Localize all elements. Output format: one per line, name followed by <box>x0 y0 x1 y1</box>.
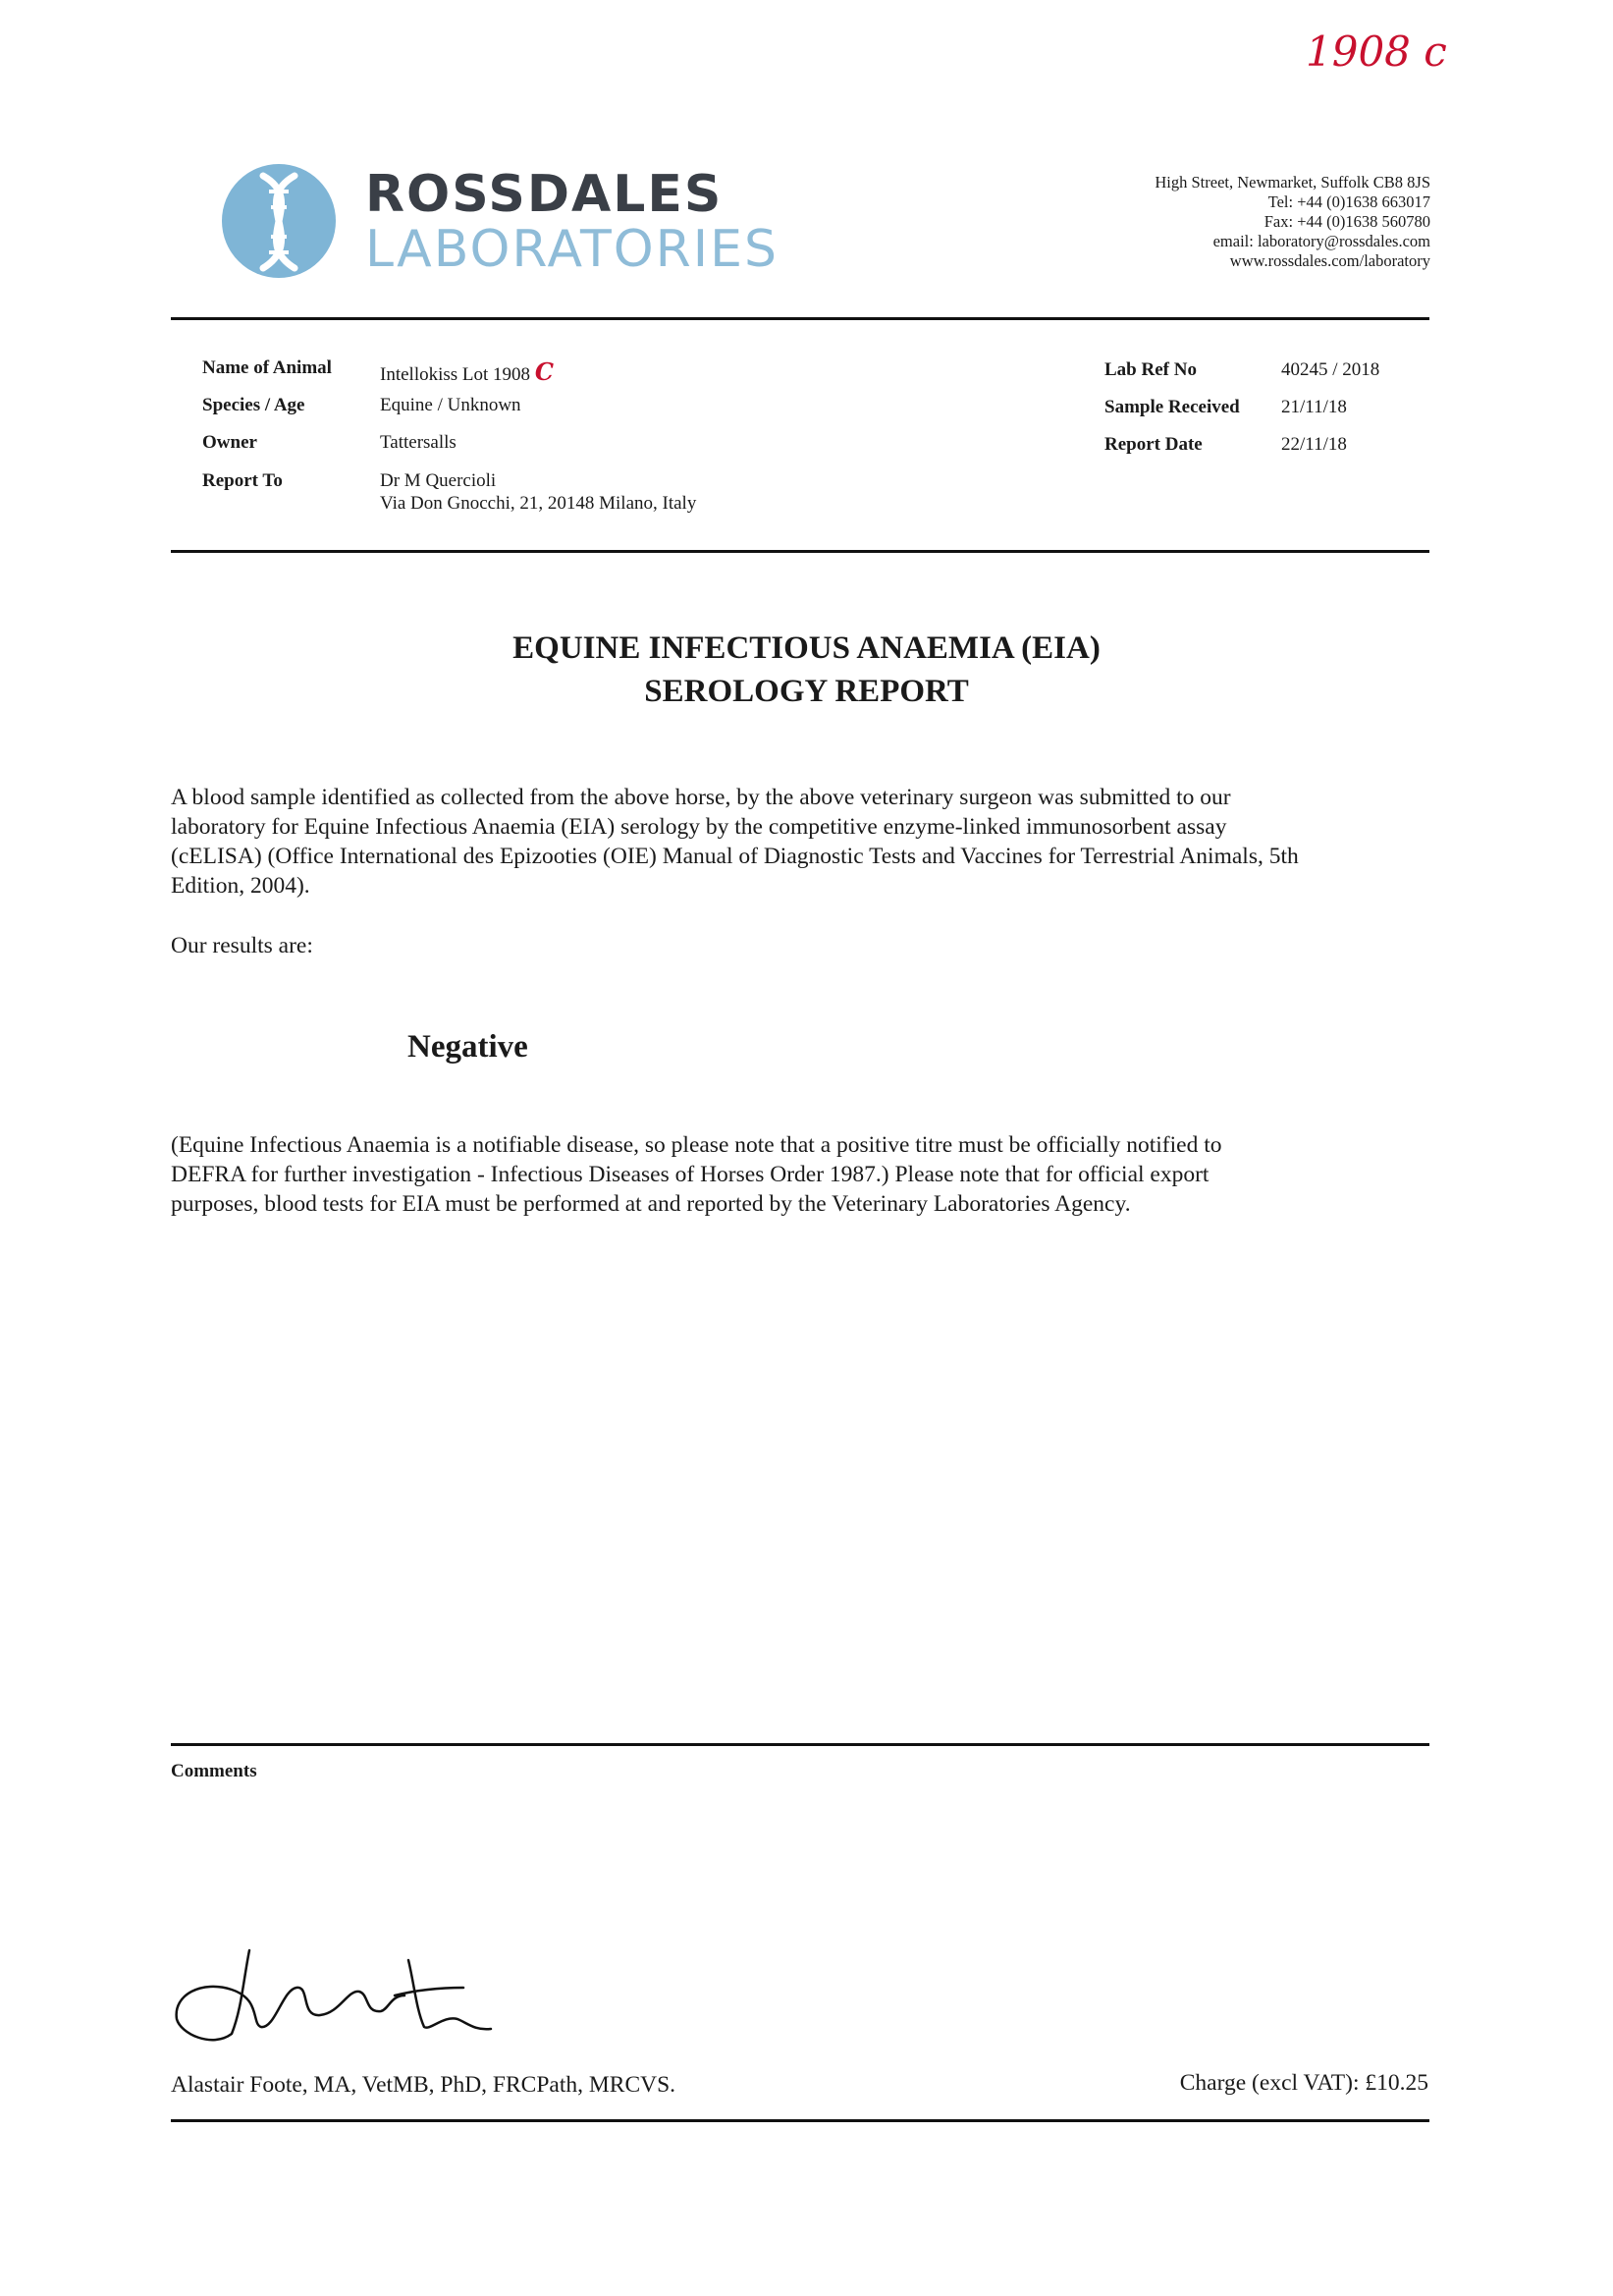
comments-divider <box>171 1743 1429 1746</box>
lab-tel: Tel: +44 (0)1638 663017 <box>1267 192 1430 211</box>
report-to-label: Report To <box>202 470 283 491</box>
notice-paragraph-line: DEFRA for further investigation - Infectious Diseases of Horses Order 1987.) Please note that for official export <box>171 1162 1210 1187</box>
result-value: Negative <box>407 1029 528 1065</box>
report-title-line1: EQUINE INFECTIOUS ANAEMIA (EIA) <box>512 630 1101 666</box>
lab-address-block <box>1038 173 1430 271</box>
report-date-value: 22/11/18 <box>1281 434 1347 455</box>
lab-email[interactable]: email: laboratory@rossdales.com <box>1212 232 1430 250</box>
labref-value: 40245 / 2018 <box>1281 359 1380 380</box>
footer-divider <box>171 2119 1429 2122</box>
animal-label: Name of Animal <box>202 357 332 378</box>
animal-value: Intellokiss Lot 1908 <box>380 364 531 385</box>
sample-paragraph-line: Edition, 2004). <box>171 873 310 899</box>
lab-website[interactable]: www.rossdales.com/laboratory <box>1229 251 1430 270</box>
sample-paragraph <box>171 783 1447 901</box>
report-to-address: Via Don Gnocchi, 21, 20148 Milano, Italy <box>380 493 697 514</box>
results-intro: Our results are: <box>171 933 313 958</box>
sample-paragraph-line: A blood sample identified as collected from the above horse, by the above veterinary surgeon was submitted to our <box>171 785 1231 810</box>
report-title-line2: SEROLOGY REPORT <box>644 674 969 709</box>
owner-label: Owner <box>202 432 257 453</box>
notice-paragraph <box>171 1130 1447 1219</box>
charge: Charge (excl VAT): £10.25 <box>1179 2070 1428 2096</box>
details-divider <box>171 550 1429 553</box>
species-value: Equine / Unknown <box>380 395 521 415</box>
owner-value: Tattersalls <box>380 432 457 453</box>
sample-paragraph-line: laboratory for Equine Infectious Anaemia (EIA) serology by the competitive enzyme-linked immunosorbent assay <box>171 814 1227 840</box>
signature-graphic <box>173 1941 497 2049</box>
signatory: Alastair Foote, MA, VetMB, PhD, FRCPath, MRCVS. <box>171 2072 676 2098</box>
labref-label: Lab Ref No <box>1104 359 1197 380</box>
dna-logo-icon <box>220 162 338 280</box>
animal-annotation: C <box>534 357 554 386</box>
report-date-label: Report Date <box>1104 434 1203 455</box>
report-to-name: Dr M Quercioli <box>380 470 497 491</box>
notice-paragraph-line: purposes, blood tests for EIA must be performed at and reported by the Veterinary Laboratories Agency. <box>171 1191 1131 1217</box>
animal-value-row <box>380 357 554 386</box>
lab-address: High Street, Newmarket, Suffolk CB8 8JS <box>1155 173 1430 191</box>
received-value: 21/11/18 <box>1281 397 1347 417</box>
comments-label: Comments <box>171 1761 257 1781</box>
lab-fax: Fax: +44 (0)1638 560780 <box>1264 212 1430 231</box>
received-label: Sample Received <box>1104 397 1240 417</box>
sample-paragraph-line: (cELISA) (Office International des Epizooties (OIE) Manual of Diagnostic Tests and Vaccines for Terrestrial Animals, 5th <box>171 844 1299 869</box>
lab-name-bottom: LABORATORIES <box>365 220 780 279</box>
lab-name-top: ROSSDALES <box>365 165 724 224</box>
notice-paragraph-line: (Equine Infectious Anaemia is a notifiable disease, so please note that a positive titre must be officially notified to <box>171 1132 1222 1158</box>
handwritten-ref: 1908 c <box>1306 27 1447 76</box>
header-divider <box>171 317 1429 320</box>
species-label: Species / Age <box>202 395 305 415</box>
